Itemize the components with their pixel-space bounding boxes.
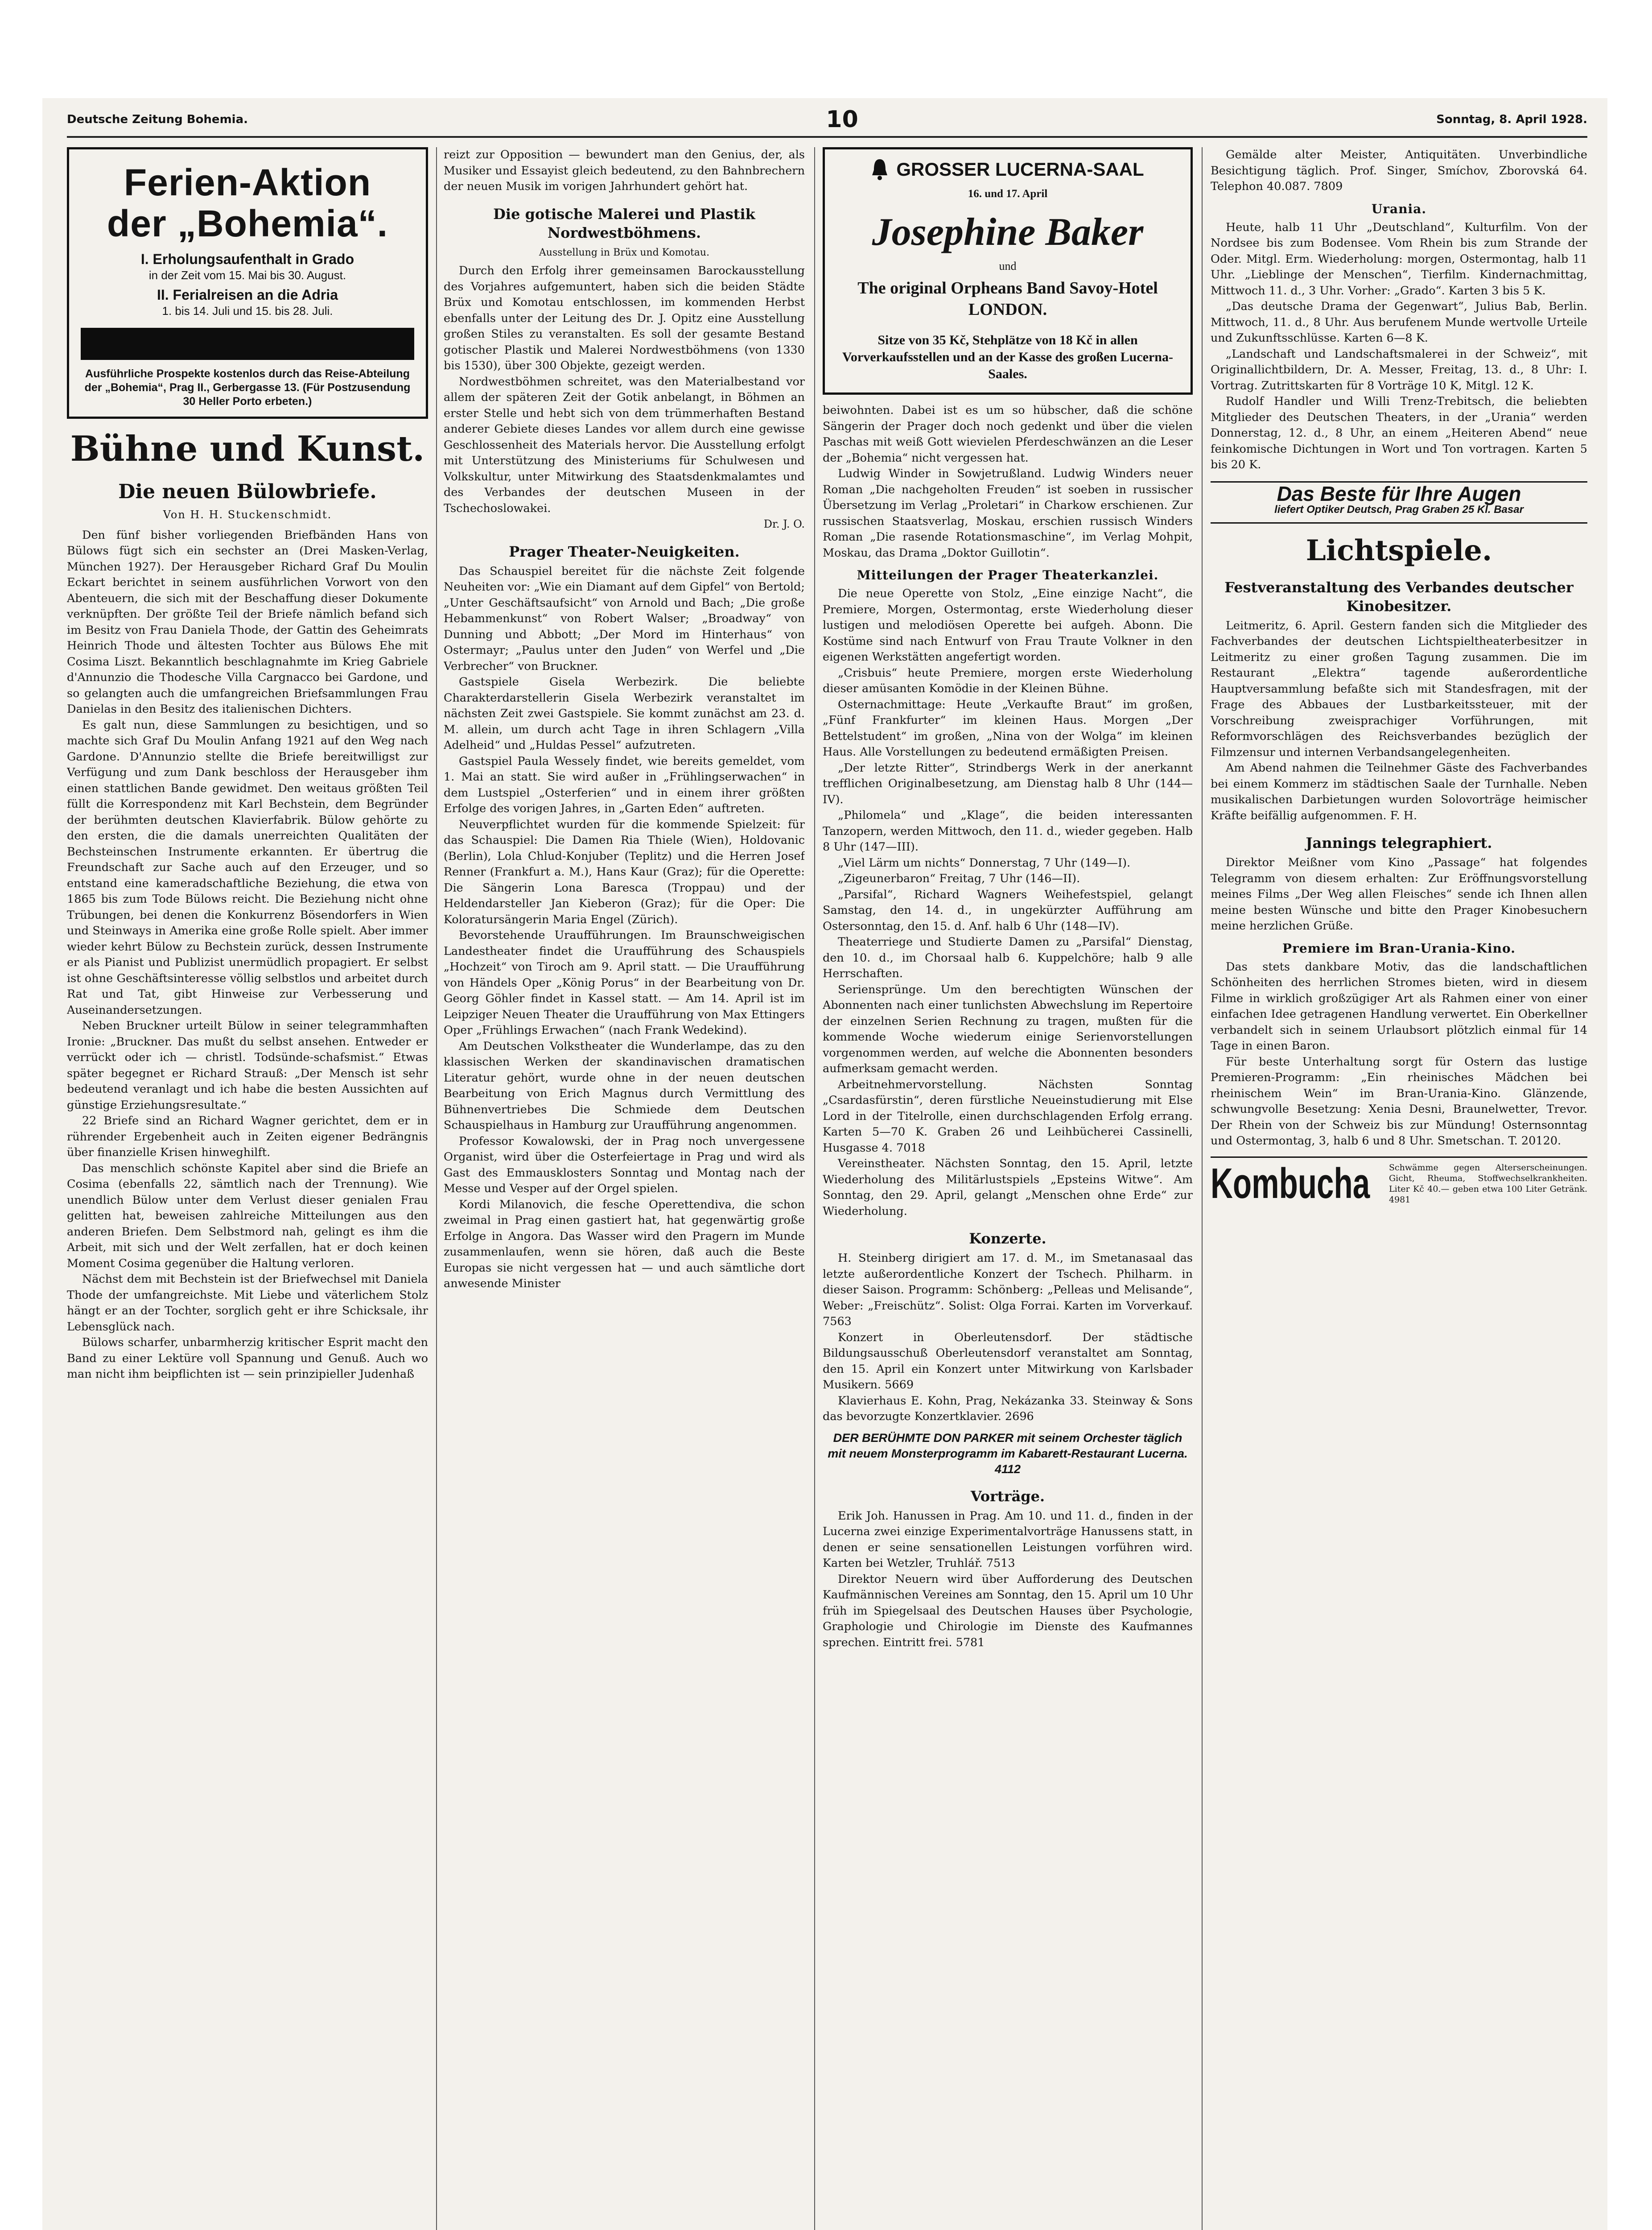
article-signature: Dr. J. O.	[763, 518, 805, 530]
article-continuation: reizt zur Opposition — bewundert man den Genius, der, als Musiker und Essayist gleich bedeutend, zu den Bahnbrechern der neuen Musik im vorigen Jahrhundert gehört hat.	[444, 148, 805, 193]
ferien-aktion-ad	[67, 147, 428, 419]
notice-paragraph: „Der letzte Ritter“, Strindbergs Werk in der anerkannt trefflichen Originalbesetzung, am Dienstag halb 8 Uhr (144—IV).	[823, 761, 1193, 806]
column-rule	[814, 147, 815, 2230]
article-title-premiere: Premiere im Bran-Urania-Kino.	[1282, 941, 1516, 956]
notice-paragraph: Osternachmittage: Heute „Verkaufte Braut“ im großen, „Fünf Frankfurter“ im kleinen Haus. Morgen „Der Bettelstudent“ im großen, „Nina von der Wolga“ im kleinen Haus. Alle Vorstellungen zu bedeutend ermäßigten Preisen.	[823, 698, 1193, 759]
kombucha-brand: Kombucha	[1211, 1159, 1370, 1205]
urania-paragraph: Rudolf Handler und Willi Trenz-Trebitsch, die beliebten Mitglieder des Deutschen Theaters, in der „Urania“ werden Donnerstag, 12. d., 8 Uhr, an einem „Heiteren Abend“ neue feinkomische Dichtungen in Wort und Ton vortragen. Karten 5 bis 20 K.	[1211, 395, 1587, 471]
header-paper-name: Deutsche Zeitung Bohemia.	[67, 113, 248, 126]
urania-paragraph: „Das deutsche Drama der Gegenwart“, Julius Bab, Berlin. Mittwoch, 11. d., 8 Uhr. Aus berufenem Munde wertvolle Urteile und Zukunftsschlüsse. Karten 6—8 K.	[1211, 300, 1587, 345]
article-paragraph: Professor Kowalowski, der in Prag noch unvergessene Organist, wird über die Osterfeiertage in Prag und wird als Gast des Emmausklosters Sonntag und Montag nach der Messe und Vesper auf der Orgel spielen.	[444, 1134, 805, 1195]
gemaelde-notice: Gemälde alter Meister, Antiquitäten. Unverbindliche Besichtigung täglich. Prof. Singer, Smíchov, Zborovská 64. Telephon 40.087. 7809	[1211, 148, 1587, 193]
section-title-konzerte: Konzerte.	[969, 1230, 1046, 1247]
article-paragraph: Bevorstehende Uraufführungen. Im Braunschweigischen Landestheater findet die Uraufführung des Schauspiels „Hochzeit“ von Tiroch am 9. April statt. — Die Uraufführung von Händels Oper „König Porus“ in der Bearbeitung von Dr. Georg Göhler findet in Kassel statt. — Am 14. April ist im Leipziger Neuen Theater die Uraufführung von Max Ettingers Oper „Frühlings Erwachen“ (nach Frank Wedekind).	[444, 929, 805, 1037]
lucerna-venue	[836, 157, 1180, 182]
don-parker-ad: DER BERÜHMTE DON PARKER mit seinem Orchester täglich mit neuem Monsterprogramm im Kabarett-Restaurant Lucerna. 4112	[828, 1431, 1188, 1476]
article-paragraph: Nächst dem mit Bechstein ist der Briefwechsel mit Daniela Thode der umfangreichste. Mit Liebe und väterlichem Stolz hängt er an der Tochter, sorglich geht er ihre Schicksale, ihr Lebensglück nach.	[67, 1272, 428, 1334]
lucerna-dates: 16. und 17. April	[968, 188, 1048, 200]
article-paragraph: Nordwestböhmen schreitet, was den Materialbestand vor allem der späteren Zeit der Gotik anbelangt, in Böhmen an erster Stelle und hebt sich von dem trümmerhaften Bestand anderer Gebiete dieses Landes vor allem durch eine gewisse Geschlossenheit des Materials hervor. Die Ausstellung erfolgt mit Unterstützung des Ministeriums für Schulwesen und Volkskultur, unter Mitwirkung des Staatsdenkmalamtes und des Verbandes der deutschen Museen in der Tschechoslowakei.	[444, 375, 805, 515]
article-title-festveranstaltung: Festveranstaltung des Verbandes deutscher Kinobesitzer.	[1224, 578, 1574, 615]
article-paragraph: Am Abend nahmen die Teilnehmer Gäste des Fachverbandes bei einem Kommerz im städtischen Saale der Turnhalle. Neben musikalischen Darbietungen wurden Solovorträge heimischer Kräfte beifällig aufgenommen. F. H.	[1211, 761, 1587, 822]
article-paragraph: Den fünf bisher vorliegenden Briefbänden Hans von Bülows fügt sich ein sechster an (Drei Masken-Verlag, München 1927). Der Herausgeber Richard Graf Du Moulin Eckart berichtet in seinem ausführlichen Vorwort von den Abenteuern, die sich mit der Beschaffung dieser Dokumente verknüpften. Der größte Teil der Briefe nämlich befand sich im Besitz von Frau Daniela Thode, der Gattin des Geheimrats Heinrich Thode und ältesten Tochter aus Bülows Ehe mit Cosima Liszt. Bekanntlich beschlagnahmte im Krieg Gabriele d'Annunzio die Thodesche Villa Cargnacco bei Gardone, und so gelangten auch die umfangreichen Briefsammlungen Frau Danielas in den Besitz des italienischen Dichters.	[67, 528, 428, 716]
article-paragraph: Kordi Milanovich, die fesche Operettendiva, die schon zweimal in Prag einen gastiert hat, hat gegenwärtig große Erfolge in Angora. Das Wasser wird den Pragern im Munde zusammenlaufen, wenn sie hören, daß auch die Beste Europas sie nicht vergessen hat — und auch sämtliche dort anwesende Minister	[444, 1198, 805, 1290]
kombucha-text: Schwämme gegen Alterserscheinungen. Gicht, Rheuma, Stoffwechselkrankheiten. Liter Kč 40.— geben etwa 100 Liter Getränk. 4981	[1389, 1162, 1587, 1205]
optiker-slogan: Das Beste für Ihre Augen	[1277, 482, 1521, 505]
section-title-buehne: Bühne und Kunst.	[70, 429, 425, 469]
column-rule	[436, 147, 437, 2230]
lucerna-prices: Sitze von 35 Kč, Stehplätze von 18 Kč in allen Vorverkaufsstellen und an der Kasse des großen Lucerna-Saales.	[842, 333, 1173, 381]
notice-paragraph: Seriensprünge. Um den berechtigten Wünschen der Abonnenten nach einer tunlichsten Abwechslung im Repertoire der einzelnen Serien Rechnung zu tragen, mußten für die kommende Woche wiederum einige Serienvorstellungen vorgenommen werden, auf welche die Abonnenten besonders aufmerksam gemacht werden.	[823, 983, 1193, 1075]
article-paragraph: Neuverpflichtet wurden für die kommende Spielzeit: für das Schauspiel: Die Damen Ria Thiele (Wien), Holdovanic (Berlin), Lola Chlud-Konjuber (Teplitz) und die Herren Josef Renner (Frankfurt a. M.), Hans Kaur (Graz); für die Operette: Die Sängerin Lona Baresca (Troppau) und der Heldendarsteller Jan Kieberon (Graz); für die Oper: Die Koloratursängerin Maria Engel (Zürich).	[444, 818, 805, 926]
ferien-title	[81, 162, 414, 244]
concert-paragraph: Konzert in Oberleutensdorf. Der städtische Bildungsausschuß Oberleutensdorf veranstaltet am Sonntag, den 15. April ein Konzert unter Mitwirkung von Karlsbader Musikern. 5669	[823, 1330, 1193, 1392]
ferien-offer-1-dates: in der Zeit vom 15. Mai bis 30. August.	[148, 268, 346, 282]
article-paragraph: Ludwig Winder in Sowjetrußland. Ludwig Winders neuer Roman „Die nachgeholten Freuden“ ist soeben in russischer Übersetzung im Verlag „Proletari“ in Charkow erschienen. Zur russischen Staatsverlag, Moskau, erschien russisch Winders Roman „Die rasende Rotationsmaschine“, im Verlag Mohpit, Moskau, das Drama „Doktor Guillotin“.	[823, 467, 1193, 560]
article-continuation: beiwohnten. Dabei ist es um so hübscher, daß die schöne Sängerin der Prager doch noch gedenkt und über die vielen Paschas mit weiß Gott wievielen Pferdeschwänzen an die Leser der „Bohemia“ nicht vergessen hat.	[823, 404, 1193, 465]
article-paragraph: Das Schauspiel bereitet für die nächste Zeit folgende Neuheiten vor: „Wie ein Diamant auf dem Gipfel“ von Bertold; „Unter Geschäftsaufsicht“ von Arnold und Bach; „Die große Hebammenkunst“ von Robert Walser; „Broadway“ von Dunning und Abbott; „Der Mord im Hinterhaus“ von Ostermayr; „Paulus unter den Juden“ von Werfel und „Die Verbrecher“ von Bruckner.	[444, 564, 805, 673]
section-title-urania: Urania.	[1371, 201, 1427, 216]
column-3	[823, 147, 1193, 1651]
ferien-title-line1: Ferien-Aktion	[124, 161, 371, 203]
page-header	[67, 106, 1587, 133]
article-title-jannings: Jannings telegraphiert.	[1306, 834, 1492, 851]
page-number: 10	[826, 106, 858, 133]
ferien-offer-2-dates: 1. bis 14. Juli und 15. bis 28. Juli.	[162, 304, 333, 318]
notice-paragraph: Theaterriege und Studierte Damen zu „Parsifal“ Dienstag, den 10. d., im Chorsaal halb 6. Kuppelchöre; halb 9 alle Herrschaften.	[823, 935, 1193, 980]
page-margin-top	[42, 0, 1607, 98]
ad-black-bar	[81, 328, 414, 360]
header-rule	[67, 136, 1587, 138]
ferien-title-line2: der „Bohemia“.	[107, 202, 388, 244]
lucerna-baker-ad	[823, 147, 1193, 395]
article-paragraph: 22 Briefe sind an Richard Wagner gerichtet, dem er in rührender Ergebenheit auch in Zeiten eigener Bedrängnis über finanzielle Krisen hinweghilft.	[67, 1114, 428, 1159]
section-title-lichtspiele: Lichtspiele.	[1306, 533, 1492, 567]
article-paragraph: Gastspiele Gisela Werbezirk. Die beliebte Charakterdarstellerin Gisela Werbezirk veranstaltet im nächsten Zeit zwei Gastspiele. Sie kommt zunächst am 23. d. M. allein, um durch acht Tage in ihren Schlagern „Villa Adelheid“ und „Huldas Pessel“ aufzutreten.	[444, 675, 805, 752]
article-title-theater: Prager Theater-Neuigkeiten.	[509, 543, 740, 560]
ferien-offer-1-title: I. Erholungsaufenthalt in Grado	[140, 251, 354, 267]
ferien-offer-2	[81, 286, 414, 318]
article-title-buelowbriefe: Die neuen Bülowbriefe.	[118, 480, 377, 503]
lucerna-venue-name: GROSSER LUCERNA-SAAL	[896, 159, 1144, 180]
article-paragraph: Durch den Erfolg ihrer gemeinsamen Barockausstellung des Vorjahres aufgemuntert, haben sich die beiden Städte Brüx und Komotau entschlossen, im kommenden Herbst ebenfalls unter der Leitung des Dr. J. Opitz eine Ausstellung großen Stiles zu veranstalten. Es soll der gesamte Bestand gotischer Plastik und Malerei Nordwestböhmens (von 1330 bis 1530), über 300 Objekte, gezeigt werden.	[444, 264, 805, 372]
concert-paragraph: Klavierhaus E. Kohn, Prag, Nekázanka 33. Steinway & Sons das bevorzugte Konzertklavier. 2696	[823, 1394, 1193, 1423]
column-4	[1211, 147, 1587, 1205]
lecture-paragraph: Direktor Neuern wird über Aufforderung des Deutschen Kaufmännischen Vereines am Sonntag, den 15. April um 10 Uhr früh im Spiegelsaal des Deutschen Hauses über Psychologie, Graphologie und Chirologie im Dienste des Kaufmannes sprechen. Eintritt frei. 5781	[823, 1572, 1193, 1649]
urania-paragraph: „Landschaft und Landschaftsmalerei in der Schweiz“, mit Originallichtbildern, Dr. A. Messer, Freitag, 13. d., 8 Uhr: I. Vortrag. Zutrittskarten für 8 Vorträge 10 K, Mitgl. 12 K.	[1211, 347, 1587, 392]
notice-paragraph: „Viel Lärm um nichts“ Donnerstag, 7 Uhr (149—I).	[838, 856, 1131, 870]
bell-icon	[871, 157, 888, 182]
article-subtitle-gotik: Ausstellung in Brüx und Komotau.	[539, 247, 710, 258]
article-paragraph: Gastspiel Paula Wessely findet, wie bereits gemeldet, vom 1. Mai an statt. Sie wird außer in „Frühlingserwachen“ in dem Lustspiel „Osterferien“ und in einem ihrer größten Erfolge des vorigen Jahres, in „Garten Eden“ auftreten.	[444, 754, 805, 815]
kombucha-ad	[1211, 1156, 1587, 1205]
notice-paragraph: „Parsifal“, Richard Wagners Weihefestspiel, gelangt Samstag, den 14. d., in ungekürzter Aufführung am Ostersonntag, den 15. d. Anf. halb 6 Uhr (148—IV).	[823, 888, 1193, 933]
lucerna-band: The original Orpheans Band Savoy-Hotel LONDON.	[857, 279, 1158, 319]
lecture-paragraph: Erik Joh. Hanussen in Prag. Am 10. und 11. d., finden in der Lucerna zwei einzige Experimentalvorträge Hanussens statt, in denen er seine sensationellen Leistungen vorführen wird. Karten bei Wetzler, Truhlář. 7513	[823, 1509, 1193, 1570]
column-2	[444, 147, 805, 1292]
notice-paragraph: Die neue Operette von Stolz, „Eine einzige Nacht“, die Premiere, Morgen, Ostermontag, erste Wiederholung dieser lustigen und melodiösen Operette bei aufgeh. Abonn. Die Kostüme sind nach Entwurf von Frau Traute Volkner in den eigenen Werkstätten angefertigt worden.	[823, 587, 1193, 664]
article-paragraph: Leitmeritz, 6. April. Gestern fanden sich die Mitglieder des Fachverbandes der deutschen Lichtspieltheaterbesitzer in Leitmeritz zu einer großen Tagung zusammen. Die im Restaurant „Elektra“ tagende außerordentliche Hauptversammlung befaßte sich mit Standesfragen, mit der Frage des Abbaues der Lustbarkeitssteuer, mit der Vorschreibung zweisprachiger Vorführungen, mit Reformvorschlägen des Reichsverbandes bezüglich der Filmzensur und internen Verbandsangelegenheiten.	[1211, 619, 1587, 759]
urania-paragraph: Heute, halb 11 Uhr „Deutschland“, Kulturfilm. Von der Nordsee bis zum Bodensee. Vom Rhein bis zum Strande der Oder. Mitgl. Erm. Wiederholung: morgen, Ostermontag, halb 11 Uhr. „Lieblinge der Menschen“, Tierfilm. Kindernachmittag, Mittwoch 11. d., 3 Uhr. Vorher: „Grado“. Karten 3 bis 5 K.	[1211, 220, 1587, 297]
notice-paragraph: Vereinstheater. Nächsten Sonntag, den 15. April, letzte Wiederholung des Militärlustspiels „Epsteins Witwe“. Am Sonntag, den 29. April, gelangt „Menschen ohne Erde“ zur Wiederholung.	[823, 1157, 1193, 1218]
notice-paragraph: Arbeitnehmervorstellung. Nächsten Sonntag „Csardasfürstin“, deren fürstliche Neueinstudierung mit Else Lord in der Titelrolle, einen durchschlagenden Erfolg errang. Karten 5—70 K. Graben 26 und Leihbücherei Cassinelli, Husgasse 4. 7018	[823, 1078, 1193, 1155]
article-paragraph: Das stets dankbare Motiv, das die landschaftlichen Schönheiten des herrlichen Stromes bieten, wird in diesem Filme in wirklich großzügiger Art als Rahmen einer von einer einfachen Idee getragenen Handlung verwertet. Ein Oberkellner verbandelt sich in seinem Urlaubsort plötzlich einmal für 14 Tage in einen Baron.	[1211, 960, 1587, 1053]
ferien-offer-2-title: II. Ferialreisen an die Adria	[157, 287, 338, 303]
column-1	[67, 147, 428, 1383]
lucerna-und: und	[999, 259, 1017, 273]
notice-paragraph: „Philomela“ und „Klage“, die beiden interessanten Tanzopern, werden Mittwoch, den 11. d., wieder gegeben. Halb 8 Uhr (147—III).	[823, 809, 1193, 854]
article-paragraph: Das menschlich schönste Kapitel aber sind die Briefe an Cosima (ebenfalls 22, sämtlich nach der Trennung). Wie unendlich Bülow unter dem Verlust dieser genialen Frau gelitten hat, beweisen zahlreiche Mitteilungen aus den anderen Briefen. Dem Selbstmord nah, gelingt es ihm die Arbeit, mit sich und der Welt zerfallen, hat er doch keinen Moment Cosima gegenüber die Haltung verloren.	[67, 1161, 428, 1270]
optiker-ad	[1211, 481, 1587, 524]
ferien-note: Ausführliche Prospekte kostenlos durch das Reise-Abteilung der „Bohemia“, Prag II., Gerbergasse 13. (Für Postzusendung 30 Heller Porto erbeten.)	[84, 368, 411, 408]
article-paragraph: Am Deutschen Volkstheater die Wunderlampe, das zu den klassischen Werken der skandinavischen dramatischen Literatur gehört, wurde ohne in der neuen deutschen Bearbeitung von Erich Magnus durch Vermittlung des Bühnenvertriebes Die Schmiede dem Deutschen Schauspielhaus in Hamburg zur Uraufführung angenommen.	[444, 1039, 805, 1132]
lucerna-star: Josephine Baker	[872, 210, 1144, 254]
concert-paragraph: H. Steinberg dirigiert am 17. d. M., im Smetanasaal das letzte außerordentliche Konzert der Tschech. Philharm. in dieser Saison. Programm: Schönberg: „Pelleas und Melisande“, Weber: „Freischütz“. Solist: Olga Forrai. Karten im Vorverkauf. 7563	[823, 1251, 1193, 1328]
article-paragraph: Es galt nun, diese Sammlungen zu besichtigen, und so machte sich Graf Du Moulin Anfang 1921 auf den Weg nach Gardone. D'Annunzio stellte die Briefe bereitwilligst zur Verfügung und zum Dank beschloss der Herausgeber ihm einen stattlichen Bande gewidmet. Den weitaus größten Teil füllt die Korrespondenz mit Karl Bechstein, dem Begründer der berühmten deutschen Klavierfabrik. Bülow gehörte zu den ersten, die die damals unerreichten Qualitäten der Bechsteinschen Instrumente erkannten. Er übertrug die Freundschaft zur Sache auch auf den Erzeuger, und so entstand eine kameradschaftliche Beziehung, die etwa von 1865 bis zum Tode Bülows reicht. Die Beziehung nicht ohne Trübungen, bei denen die Konkurrenz Bösendorfers in Wien und Steinways in Amerika eine große Rolle spielt. Aber immer wieder kehrt Bülow zu Bechstein zurück, dessen Instrumente er als Pianist und Publizist unermüdlich propagiert. Er selbst ist ohne Geschäftsinteresse völlig selbstlos und arbeitet durch Rat und Tat, gibt Hinweise zur Verbesserung und Auseinandersetzungen.	[67, 718, 428, 1017]
article-byline: Von H. H. Stuckenschmidt.	[163, 508, 332, 521]
article-paragraph: Neben Bruckner urteilt Bülow in seiner telegrammhaften Ironie: „Bruckner. Das mußt du selbst ansehen. Entweder er verrückt oder ich — christl. Todsünde-schafsmist.“ Etwas später begegnet er Richard Strauß: „Der Mensch ist sehr bedeutend veranlagt und ich habe die besten Aussichten auf günstige Erziehungsresultate.“	[67, 1019, 428, 1112]
article-paragraph: Bülows scharfer, unbarmherzig kritischer Esprit macht den Band zu einer Lektüre voll Spannung und Genuß. Auch wo man nicht ihm beipflichten ist — sein prinzipieller Judenhaß	[67, 1336, 428, 1381]
article-paragraph: Direktor Meißner vom Kino „Passage“ hat folgendes Telegramm von diesem erhalten: Zur Eröffnungsvorstellung meines Films „Der Weg allen Fleisches“ sende ich Ihnen allen meine besten Wünsche und bitte den Prager Kinobesuchern meine herzlichen Grüße.	[1211, 856, 1587, 933]
ferien-offer-1	[81, 250, 414, 282]
article-title-gotik: Die gotische Malerei und Plastik Nordwestböhmens.	[493, 205, 755, 241]
column-rule	[1202, 147, 1203, 2230]
optiker-address: liefert Optiker Deutsch, Prag Graben 25 Kl. Basar	[1274, 504, 1524, 516]
header-date: Sonntag, 8. April 1928.	[1436, 113, 1587, 126]
section-title-vortraege: Vorträge.	[970, 1487, 1045, 1505]
article-paragraph: Für beste Unterhaltung sorgt für Ostern das lustige Premieren-Programm: „Ein rheinisches Mädchen bei rheinischem Wein“ im Bran-Urania-Kino. Glänzende, schwungvolle Besetzung: Xenia Desni, Braunelwetter, Trevor. Der Rhein von der Schweiz bis zur Mündung! Osternsonntag und Ostermontag, 3, halb 6 und 8 Uhr. Smetschan. T. 20120.	[1211, 1055, 1587, 1148]
notice-paragraph: „Zigeunerbaron“ Freitag, 7 Uhr (146—II).	[838, 872, 1080, 885]
section-title-mitteilungen: Mitteilungen der Prager Theaterkanzlei.	[857, 568, 1159, 582]
notice-paragraph: „Crisbuis“ heute Premiere, morgen erste Wiederholung dieser amüsanten Komödie in der Kleinen Bühne.	[823, 666, 1193, 695]
